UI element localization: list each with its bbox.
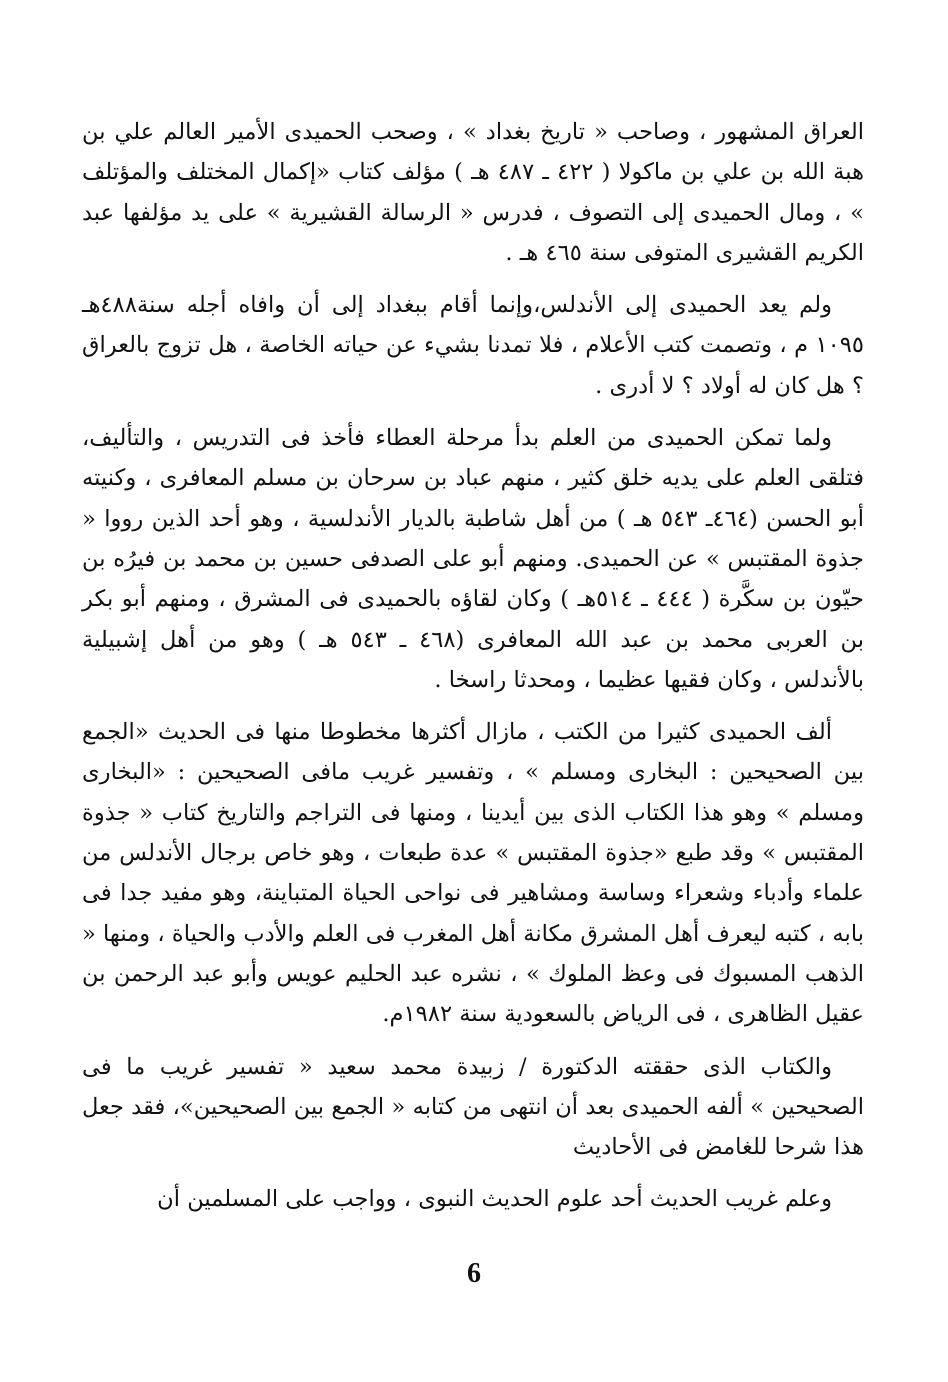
paragraph-5: والكتاب الذى حققته الدكتورة / زبيدة محمد سعيد « تفسير غريب ما فى الصحيحين » ألفه الحميدى بعد أن انتهى من كتابه « الجمع بين الصحيحين»، فقد جعل هذا شرحا للغامض فى الأحاديث xyxy=(82,1053,864,1161)
paragraph-1: العراق المشهور ، وصاحب « تاريخ بغداد » ، وصحب الحميدى الأمير العالم علي بن هبة الله بن علي بن ماكولا ( ٤٢٢ ـ ٤٨٧ هـ ) مؤلف كتاب «إكمال المختلف والمؤتلف » ، ومال الحميدى إلى التصوف ، فدرس « الرسالة القشيرية » على يد مؤلفها عبد الكريم القشيرى المتوفى سنة ٤٦٥ هـ . xyxy=(82,119,864,266)
paragraph-6: وعلم غريب الحديث أحد علوم الحديث النبوى ، وواجب على المسلمين أن xyxy=(157,1186,832,1213)
page-number: 6 xyxy=(467,1258,481,1289)
body-text xyxy=(82,112,864,1232)
paragraph-4: ألف الحميدى كثيرا من الكتب ، مازال أكثرها مخطوطا منها فى الحديث «الجمع بين الصحيحين : البخارى ومسلم » ، وتفسير غريب مافى الصحيحين : «البخارى ومسلم » وهو هذا الكتاب الذى بين أيدينا ، ومنها فى التراجم والتاريخ كتاب « جذوة المقتبس » وقد طبع «جذوة المقتبس » عدة طبعات ، وهو خاص برجال الأندلس من علماء وأدباء وشعراء وساسة ومشاهير فى نواحى الحياة المتباينة، وهو مفيد جدا فى بابه ، كتبه ليعرف أهل المشرق مكانة أهل المغرب فى العلم والأدب والحياة ، ومنها « الذهب المسبوك فى وعظ الملوك » ، نشره عبد الحليم عويس وأبو عبد الرحمن بن عقيل الظاهرى ، فى الرياض بالسعودية سنة ١٩٨٢م. xyxy=(82,719,864,1028)
paragraph-3: ولما تمكن الحميدى من العلم بدأ مرحلة العطاء فأخذ فى التدريس ، والتأليف، فتلقى العلم على يديه خلق كثير ، منهم عباد بن سرحان بن مسلم المعافرى ، وكنيته أبو الحسن (٤٦٤ـ ٥٤٣ هـ ) من أهل شاطبة بالديار الأندلسية ، وهو أحد الذين رووا « جذوة المقتبس » عن الحميدى. ومنهم أبو على الصدفى حسين بن محمد بن فيرُه بن حيّون بن سكَّرة ( ٤٤٤ ـ ٥١٤هـ ) وكان لقاؤه بالحميدى فى المشرق ، ومنهم أبو بكر بن العربى محمد بن عبد الله المعافرى (٤٦٨ ـ ٥٤٣ هـ ) وهو من أهل إشبيلية بالأندلس ، وكان فقيها عظيما ، ومحدثا راسخا . xyxy=(82,425,865,693)
paragraph-2: ولم يعد الحميدى إلى الأندلس،وإنما أقام ببغداد إلى أن وافاه أجله سنة٤٨٨هـ ١٠٩٥ م ، وتصمت كتب الأعلام ، فلا تمدنا بشيء عن حياته الخاصة ، هل تزوج بالعراق ؟ هل كان له أولاد ؟ لا أدرى . xyxy=(82,292,864,399)
